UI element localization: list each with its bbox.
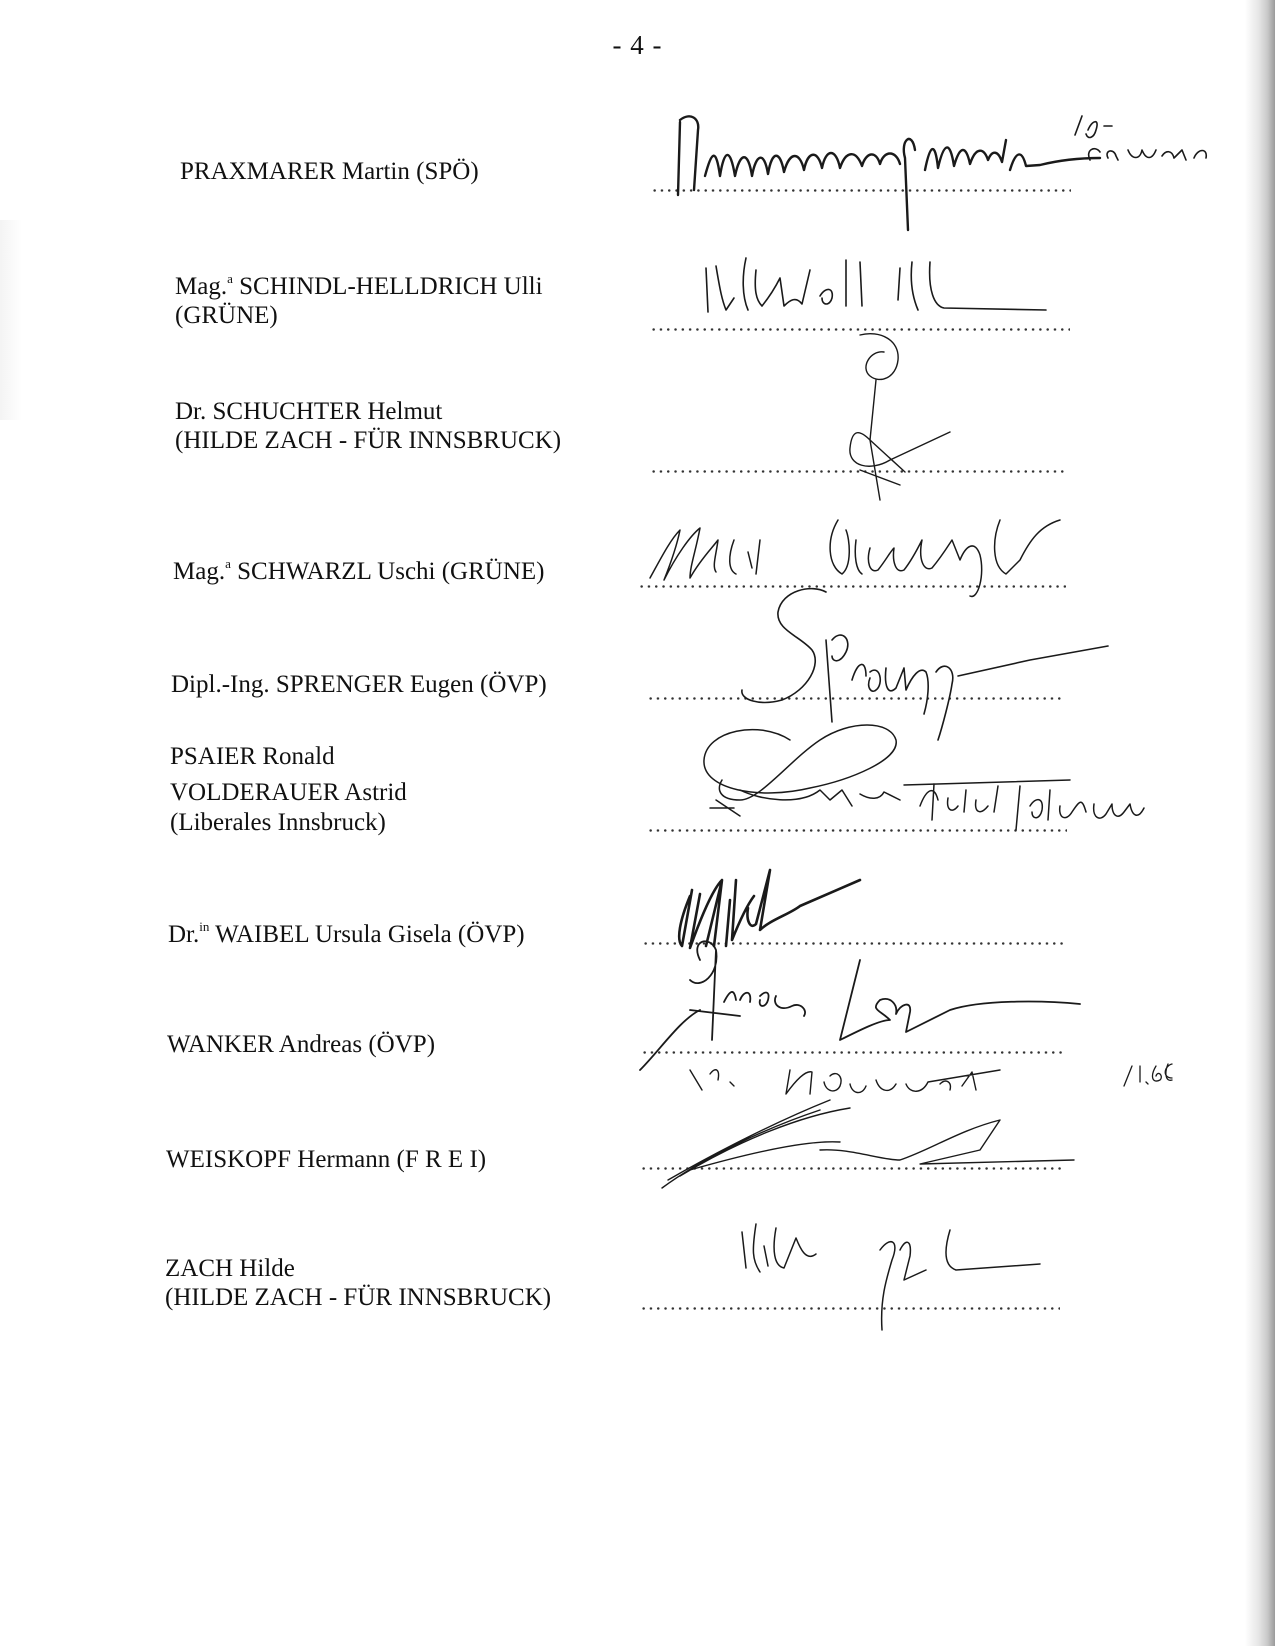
signatory-name: ZACH Hilde: [165, 1255, 295, 1282]
signatory-party: (Liberales Innsbruck): [170, 809, 386, 836]
signature-line: [640, 1167, 1062, 1170]
signatory-name-2: VOLDERAUER Astrid: [170, 779, 407, 806]
signature-waibel: [679, 870, 860, 948]
signatory-name: WAIBEL Ursula Gisela (ÖVP): [209, 921, 525, 948]
signatory-name: PRAXMARER Martin (SPÖ): [180, 158, 479, 185]
signatory-name: SCHWARZL Uschi (GRÜNE): [230, 558, 545, 585]
signatory-praxmarer: [180, 157, 479, 186]
signature-line: [640, 1307, 1060, 1310]
signatory-party: (HILDE ZACH - FÜR INNSBRUCK): [175, 427, 562, 454]
title-superscript: a: [225, 556, 231, 571]
signatory-schindl-helldrich: [175, 272, 543, 330]
signature-line: [638, 585, 1066, 588]
title-prefix: Dr.: [168, 921, 200, 948]
scan-edge: [1245, 0, 1275, 1646]
page-number: - 4 -: [612, 30, 663, 60]
title-superscript: in: [199, 919, 210, 934]
signature-volderauer: [920, 784, 1144, 830]
signature-line: [651, 189, 1071, 192]
signatory-wanker: [167, 1030, 435, 1059]
signature-schuchter: [850, 334, 950, 500]
scan-edge-left: [0, 220, 22, 420]
signatory-waibel: [168, 920, 525, 949]
signatory-name: WANKER Andreas (ÖVP): [167, 1031, 436, 1058]
signature-praxmarer: [678, 116, 1206, 230]
signature-line: [642, 942, 1064, 945]
signature-line: [647, 697, 1065, 700]
signatory-name: WEISKOPF Hermann (F R E I): [166, 1146, 487, 1173]
signatory-weiskopf: [166, 1145, 486, 1174]
signature-line: [650, 470, 1068, 473]
signatory-zach: [165, 1254, 551, 1312]
signatory-schwarzl: [173, 557, 545, 586]
signature-weiskopf: [662, 1100, 1074, 1188]
signature-schindl-helldrich: [706, 258, 1046, 312]
signature-line: [647, 829, 1067, 832]
signatory-psaier-volderauer: [170, 742, 407, 838]
signatory-name: PSAIER Ronald: [170, 743, 335, 770]
title-prefix: Mag.: [173, 558, 226, 585]
signature-line: [650, 328, 1070, 331]
title-superscript: a: [227, 271, 233, 286]
signatory-name: Dr. SCHUCHTER Helmut: [175, 398, 443, 425]
signature-psaier: [704, 725, 1070, 816]
signatory-schuchter: [175, 397, 561, 455]
signatory-name: Dipl.-Ing. SPRENGER Eugen (ÖVP): [171, 671, 547, 698]
signature-wanker: [640, 941, 1172, 1094]
signature-sprenger: [742, 589, 1108, 740]
signature-line: [641, 1051, 1062, 1054]
signature-zach: [742, 1224, 1040, 1330]
title-prefix: Mag.: [175, 273, 228, 300]
signatory-party: (HILDE ZACH - FÜR INNSBRUCK): [165, 1284, 552, 1311]
signatory-sprenger: [171, 670, 547, 699]
signatory-party: (GRÜNE): [175, 302, 278, 329]
signatory-name: SCHINDL-HELLDRICH Ulli: [232, 273, 543, 300]
